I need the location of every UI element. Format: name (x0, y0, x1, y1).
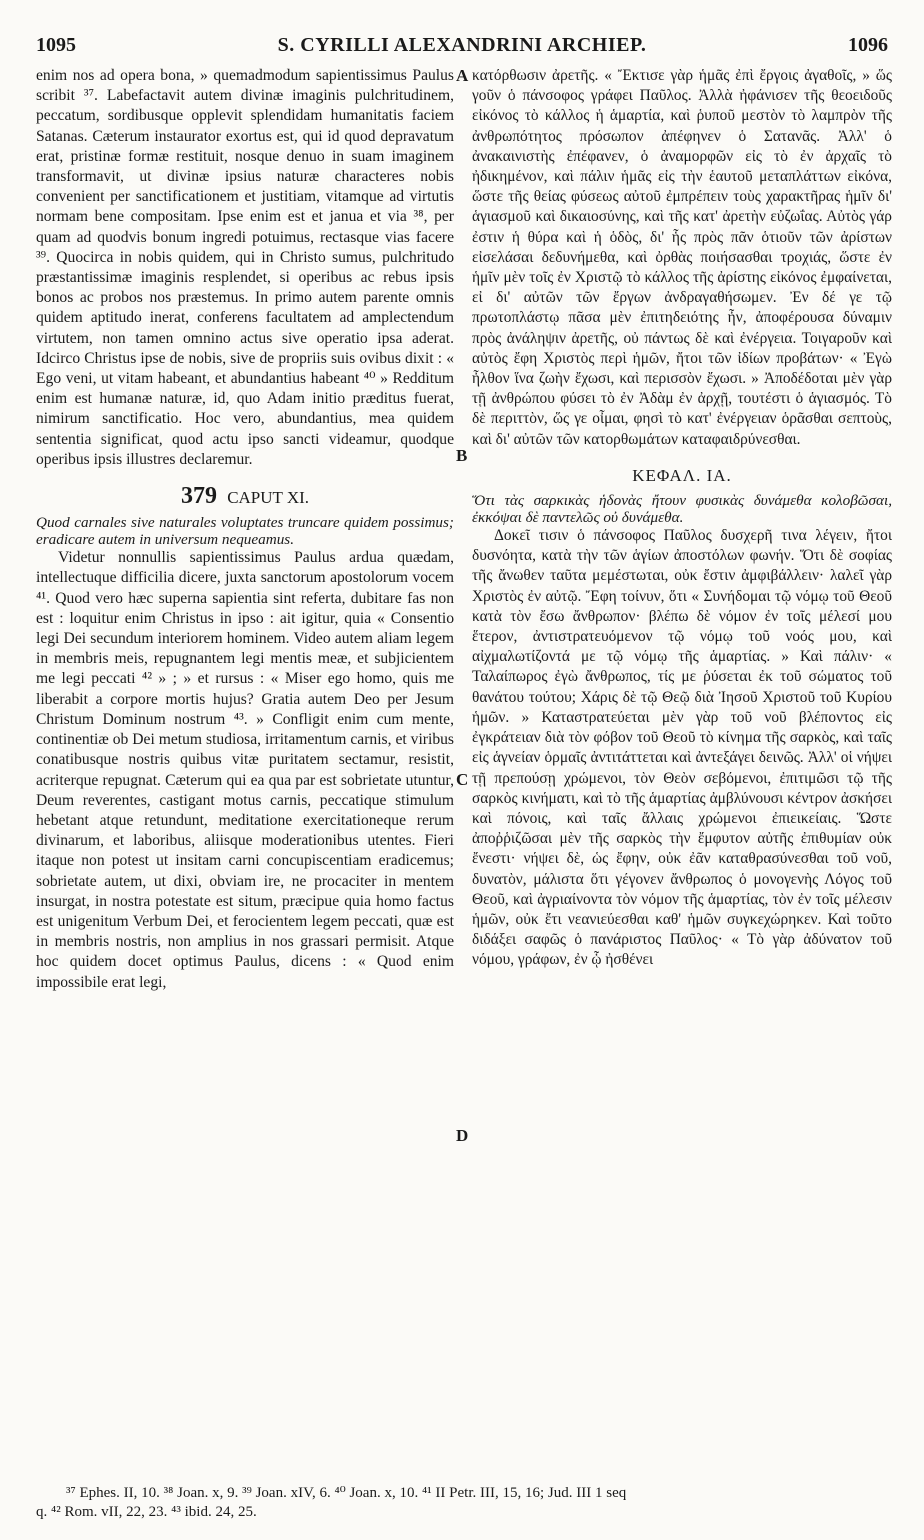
running-header (36, 34, 888, 58)
latin-paragraph-2: Videtur nonnullis sapientissimus Paulus ardua quædam, intellectuque difficilia dicere, juxta sanctorum apostolorum vocem ⁴¹. Quod vero hæc superna sapientia sint referta, dubitare fas non est : loquitur enim Christus in ipso : ait igitur, quia « Consentio legi Dei secundum interiorem hominem. Video autem aliam legem in membris meis, repugnantem legi mentis meæ, et subjicientem me legi peccati ⁴² » ; » et rursus : « Miser ego homo, quis me liberabit a corpore mortis hujus? Gratia autem Deo per Jesum Christum Dominum nostrum ⁴³. » Confligit enim cum mente, continentiæ ob Dei metum studiosa, irritamentum carnis, et viribus conatibusque nostris quibus vitæ puritatem sectamur, resistit, acriterque repugnat. Cæterum qui ea qua par est sobrietate utuntur, Deum reverentes, castigant motus carnis, peccatique stimulum hebetant atque retundunt, meditatione exercitationeque rerum divinarum, et laboribus, aliisque moderationibus utentes. Fieri itaque non potest ut insitam carni concupiscentiam eradicemus; sobrietate autem, ut dixi, obviam ire, ne procaciter in mentem insurgat, in nostra potestate est situm, præcipue quia homo factus est unigenitum Verbum Dei, et ferocientem legem peccati, quæ est in membris nostris, non amplius in nos grassari permisit. Atque hoc quidem docet optimus Paulus, dicens : « Quod enim impossibile erat legi, (36, 549, 454, 991)
latin-column (36, 66, 454, 993)
margin-letter-a: A (456, 66, 469, 85)
margin-letter-d: D (456, 1126, 469, 1145)
caput-heading (36, 483, 454, 510)
kephal-heading: ΚΕΦΑΛ. ΙΑ. (632, 465, 732, 485)
caput-label: CAPUT XI. (227, 488, 310, 508)
caput-subtitle: Quod carnales sive naturales voluptates truncare quidem possimus; eradicare autem in universum nequeamus. (36, 514, 454, 549)
footnote-line-1: ³⁷ Ephes. II, 10. ³⁸ Joan. x, 9. ³⁹ Joan. xIV, 6. ⁴⁰ Joan. x, 10. ⁴¹ II Petr. III, 15, 16; Jud. III 1 seq (66, 1485, 627, 1501)
margin-letter-c: C (456, 770, 469, 789)
greek-paragraph-1: κατόρθωσιν ἀρετῆς. « Ἔκτισε γὰρ ἡμᾶς ἐπὶ ἔργοις ἀγαθοῖς, » ὥς γοῦν ὁ πάνσοφος γράφει Παῦλος. Ἀλλὰ ἠφάνισεν τῆς θεοειδοῦς εἰκόνος τὸ κάλλος ἡ ἁμαρτία, καὶ ῥυποῦ μεστὸν τὸ λαμπρὸν τῆς ἀνθρωπότητος πρόσωπον ἀπέφηνεν ὁ Σατανᾶς. Ἀλλ' ὁ ἀνακαινιστὴς ἐπέφανεν, ὁ ἀναμορφῶν εἰς τὸ ἐν ἀρχαῖς τὸ ἠδικημένον, καὶ πάλιν ἡμᾶς εἰς τὴν ἑαυτοῦ μεταπλάττων εἰκόνα, ὥστε τῆς θείας φύσεως αὐτοῦ ἐμπρέπειν τοὺς χαρακτῆρας ἡμῖν δι' ἁγιασμοῦ καὶ δικαιοσύνης, καὶ τῆς κατ' ἀρετὴν εὐζωΐας. Αὐτὸς γάρ ἐστιν ἡ θύρα καὶ ἡ ὁδὸς, δι' ἧς πρὸς πᾶν ὁτιοῦν τῶν ἀρίστων εἰσελάσαι δεδυνήμεθα, καὶ ὀρθὰς ποιήσασθαι τροχιάς, ὥστε ἐν ἡμῖν μὲν τοῖς ἐν Χριστῷ τὸ κάλλος τῆς ἀρίστης εἰκόνος ἐμφαίνεται, εἰ δι' αὐτῶν τῶν ἔργων ἀνδραγαθήσωμεν. Ἐν δέ γε τῷ πρωτοπλάστῳ πᾶσα μὲν ἐπιτηδειότης ἦν, ἀποφέρουσα δύναμιν πρὸς ἀνάληψιν ἀρετῆς, οὐ πάντως δὲ καὶ ἐνέργεια. Τοιγαροῦν καὶ αὐτὸς ἔφη Χριστὸς περὶ ἡμῶν, ἤτοι τῶν ἰδίων προβάτων· « Ἐγὼ ἦλθον ἵνα ζωὴν ἔχωσι, καὶ περισσὸν ἔχωσι. » Ἀποδέδοται μὲν γὰρ τῇ ἀνθρώπου φύσει τὸ ἐν Ἀδὰμ ἐν ἀρχῇ, τουτέστι ὁ ἁγιασμός. Τὸ δὲ περιττὸν, ὥς γε οἶμαι, φησὶ τὸ κατ' ἐνέργειαν ὁρᾶσθαι σεπτοὺς, καὶ δι' αὐτῶν τῶν κατορθωμάτων καταφαιδρύνεσθαι. (472, 67, 892, 448)
page-number-left: 1095 (36, 34, 76, 56)
margin-letter-b: B (456, 446, 468, 465)
running-title: S. CYRILLI ALEXANDRINI ARCHIEP. (277, 34, 647, 56)
latin-paragraph-1: enim nos ad opera bona, » quemadmodum sapientissimus Paulus scribit ³⁷. Labefactavit autem divinæ imaginis pulchritudinem, peccatum, sordibusque opplevit splendidam humanitatis faciem Satanas. Cæterum instaurator exortus est, qui id quod depravatum erat, pristinæ formæ restituit, nosque denuo in suam imaginem transformavit, ut divinæ ipsius naturæ characteres nobis convenient per sanctificationem et justitiam, vitamque ad virtutis normam bene compositam. Ipse enim est et janua et via ³⁸, per quam ad quodvis bonum ingredi potuimus, rectasque vias facere ³⁹. Quocirca in nobis quidem, qui in Christo sumus, pulchritudo præstantissimæ imaginis resplendet, si operibus ac rebus ipsis bonos ac probos nos præstemus. In primo autem parente omnis quidem aptitudo inerat, conferens facultatem ad amplectendum virtutem, non tamen omnino actus sive operatio ipsa aderat. Idcirco Christus ipse de nobis, sive de propriis suis ovibus dixit : « Ego veni, ut vitam habeant, et abundantius habeant ⁴⁰ » Redditum enim est humanæ naturæ, id, quo Adam initio præditus fuerat, nimirum sanctificatio. Hoc vero, abundantius, mea quidem sententia significat, quod actu ipso sancti videamur, quodque operibus ipsis illustres declaremur. (36, 67, 454, 468)
caput-number: 379 (180, 483, 217, 510)
page-number-right: 1096 (848, 34, 888, 56)
footnote-line-2: q. ⁴² Rom. vII, 22, 23. ⁴³ ibid. 24, 25. (36, 1504, 257, 1520)
kephal-subtitle: Ὅτι τὰς σαρκικὰς ἡδονὰς ἤτουν φυσικὰς δυνάμεθα κολοβῶσαι, ἐκκόψαι δὲ παντελῶς οὐ δυνάμεθα. (472, 492, 892, 527)
greek-column (472, 66, 892, 971)
greek-paragraph-2: Δοκεῖ τισιν ὁ πάνσοφος Παῦλος δυσχερῆ τινα λέγειν, ἤτοι δυσνόητα, κατὰ τὴν τῶν ἁγίων ἀποστόλων φωνήν. Ὅτι δὲ σοφίας τῆς ἄνωθεν ταῦτα μεμέστωται, οὐκ ἔστιν ἀμφιβάλλειν· λαλεῖ γὰρ Χριστὸς ἐν αὐτῷ. Ἔφη τοίνυν, ὅτι « Συνήδομαι τῷ νόμῳ τοῦ Θεοῦ κατὰ τὸν ἔσω ἄνθρωπον· βλέπω δὲ νόμον ἐν τοῖς μέλεσί μου ἕτερον, ἀντιστρατευόμενον τῷ νόμῳ τοῦ νοός μου, καὶ αἰχμαλωτίζοντά με τῷ νόμῳ τῆς ἁμαρτίας. » Καὶ πάλιν· « Ταλαίπωρος ἐγὼ ἄνθρωπος, τίς με ῥύσεται ἐκ τοῦ σώματος τοῦ θανάτου τούτου; Χάρις δὲ τῷ Θεῷ διὰ Ἰησοῦ Χριστοῦ τοῦ Κυρίου ἡμῶν. » Καταστρατεύεται μὲν γὰρ τοῦ νοῦ βλέποντος εἰς ἐγκράτειαν διὰ τὸν φόβον τοῦ Θεοῦ τὸ κίνημα τῆς σαρκὸς, καὶ ταῖς εἰς ἁγνείαν ὁρμαῖς ἀντιτάττεται καὶ ἀντεξάγει δεινῶς. Ἀλλ' οἱ νήψει τῇ πρεπούσῃ χρώμενοι, τὸν Θεὸν σεβόμενοι, ἐπιτιμῶσι τῷ τῆς σαρκὸς κινήματι, καὶ τὸ τῆς ἁμαρτίας ἀμβλύνουσι κέντρον ἀσκήσει καὶ πόνοις, καὶ ταῖς ἄλλαις χρώμενοι ἐπιεικείαις. Ὥστε ἀποῤῥιζῶσαι μὲν τῆς σαρκὸς τὴν ἔμφυτον αὐτῆς ἐπιθυμίαν οὐκ ἔνεστι· νήψει δὲ, ὡς ἔφην, οὐκ ἐᾶν καταθρασύνεσθαι τοῦ νοῦ, δυνατὸν, μάλιστα ὅτι γέγονεν ἄνθρωπος ὁ μονογενὴς Λόγος τοῦ Θεοῦ, καὶ ἀγριαίνοντα τὸν νόμον τῆς ἁμαρτίας, τὸν ἐν τοῖς μέλεσιν ἡμῶν, οὐκ ἔτι νεανιεύεσθαι καθ' ἡμῶν συγκεχώρηκεν. Καὶ τοῦτο διδάξει σαφῶς ὁ πανάριστος Παῦλος· « Τὸ γὰρ ἀδύνατον τοῦ νόμου, γράφων, ἐν ᾧ ἠσθένει (472, 527, 892, 969)
footnotes (36, 1484, 888, 1522)
